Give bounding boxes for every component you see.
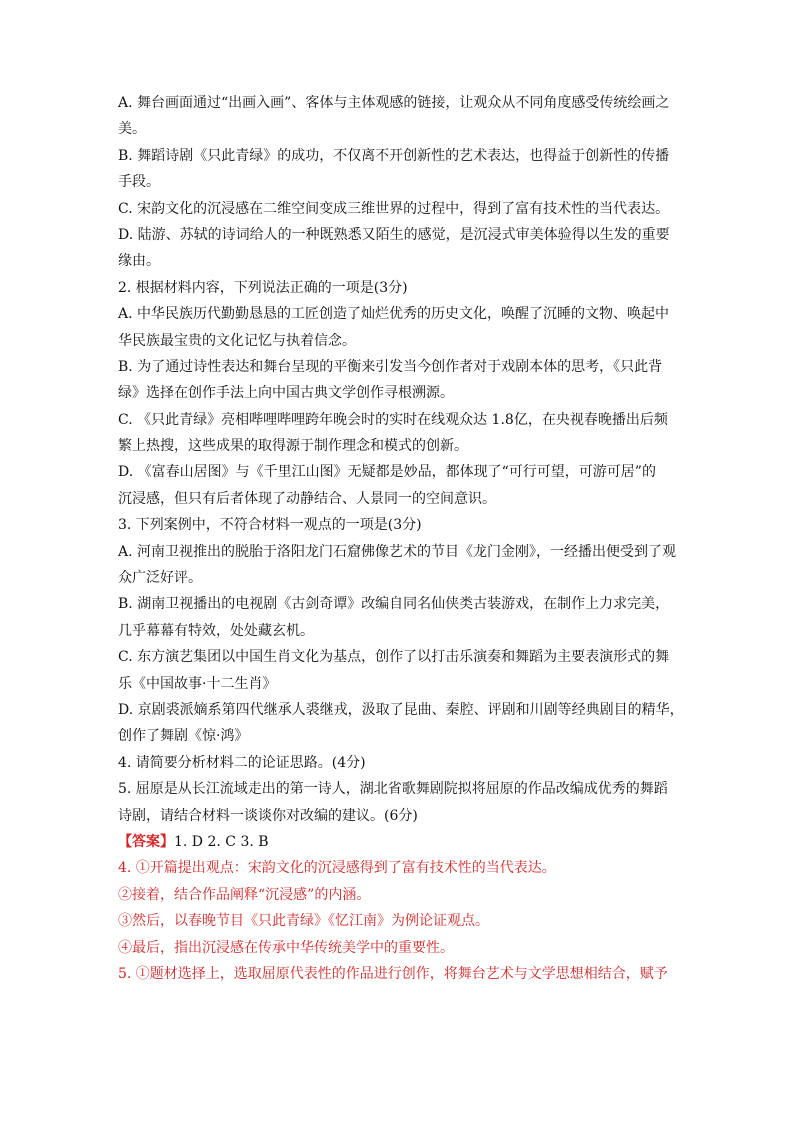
answer-text-line: ④最后，指出沉浸感在传承中华传统美学中的重要性。 [118, 939, 454, 956]
text-line: 绿》选择在创作手法上向中国古典文学创作寻根溯源。 [118, 385, 454, 402]
text-line: D. 京剧裘派嫡系第四代继承人裘继戎，汲取了昆曲、秦腔、评剧和川剧等经典剧目的精华， [118, 701, 684, 718]
text-line: 美。 [118, 121, 146, 138]
text-line: C. 《只此青绿》亮相哔哩哔哩跨年晚会时的实时在线观众达 1.8亿，在央视春晚播出后频 [118, 411, 668, 428]
question-5: 5. 屈原是从长江流域走出的第一诗人，湖北省歌舞剧院拟将屈原的作品改编成优秀的舞蹈 [118, 781, 668, 798]
answer-label: 【答案】 [118, 833, 174, 850]
text-line: 繁上热搜，这些成果的取得源于制作理念和模式的创新。 [118, 438, 468, 455]
question-2: 2. 根据材料内容，下列说法正确的一项是(3分) [118, 279, 408, 296]
text-line: A. 河南卫视推出的脱胎于洛阳龙门石窟佛像艺术的节目《龙门金刚》，一经播出便受到了观 [118, 543, 677, 560]
text-line: 几乎幕幕有特效，处处藏玄机。 [118, 622, 314, 639]
text-line: D. 《富春山居图》与《千里江山图》无疑都是妙品，都体现了“可行可望，可游可居”的 [118, 464, 656, 481]
text-line: 手段。 [118, 174, 160, 191]
text-line: B. 舞蹈诗剧《只此青绿》的成功，不仅离不开创新性的艺术表达，也得益于创新性的传播 [118, 147, 670, 164]
answer-text-line: 4. ①开篇提出观点：宋韵文化的沉浸感得到了富有技术性的当代表达。 [118, 860, 556, 877]
text-line: 创作了舞剧《惊·鸿》 [118, 728, 249, 745]
text-line: C. 东方演艺集团以中国生肖文化为基点，创作了以打击乐演奏和舞蹈为主要表演形式的舞 [118, 649, 670, 666]
answer-choices: 1. D 2. C 3. B [174, 833, 269, 850]
text-line: 诗剧，请结合材料一谈谈你对改编的建议。(6分) [118, 807, 418, 824]
text-line: C. 宋韵文化的沉浸感在二维空间变成三维世界的过程中，得到了富有技术性的当代表达。 [118, 200, 670, 217]
answer-text-line: 5. ①题材选择上，选取屈原代表性的作品进行创作，将舞台艺术与文学思想相结合，赋予 [118, 965, 668, 982]
question-3: 3. 下列案例中，不符合材料一观点的一项是(3分) [118, 517, 422, 534]
text-line: A. 舞台画面通过“出画入画”、客体与主体观感的链接，让观众从不同角度感受传统绘画之 [118, 95, 670, 111]
text-line: B. 湖南卫视播出的电视剧《古剑奇谭》改编自同名仙侠类古装游戏，在制作上力求完美， [118, 596, 670, 613]
text-line: 华民族最宝贵的文化记忆与执着信念。 [118, 332, 356, 349]
text-line: A. 中华民族历代勤勤恳恳的工匠创造了灿烂优秀的历史文化，唤醒了沉睡的文物、唤起中 [118, 306, 670, 323]
answer-text-line: ③然后，以春晚节目《只此青绿》《忆江南》为例论证观点。 [118, 913, 489, 930]
answer-line [118, 829, 682, 855]
text-line: 沉浸感，但只有后者体现了动静结合、人景同一的空间意识。 [118, 490, 496, 507]
text-line: 乐《中国故事·十二生肖》 [118, 675, 277, 692]
text-line: 缘由。 [118, 253, 160, 270]
question-4: 4. 请简要分析材料二的论证思路。(4分) [118, 754, 366, 771]
text-line: D. 陆游、苏轼的诗词给人的一种既熟悉又陌生的感觉，是沉浸式审美体验得以生发的重要 [118, 226, 670, 243]
text-line: B. 为了通过诗性表达和舞台呈现的平衡来引发当今创作者对于戏剧本体的思考，《只此背 [118, 358, 663, 375]
answer-text-line: ②接着，结合作品阐释“沉浸感”的内涵。 [118, 886, 371, 903]
text-line: 众广泛好评。 [118, 570, 202, 587]
